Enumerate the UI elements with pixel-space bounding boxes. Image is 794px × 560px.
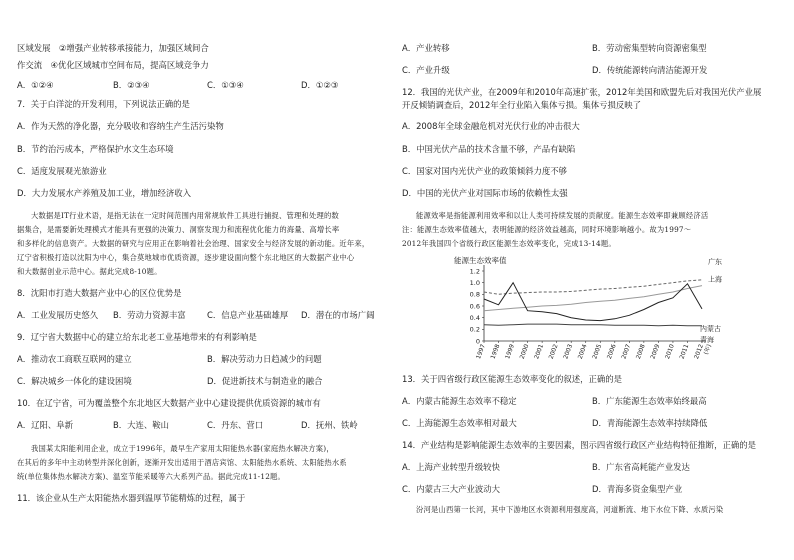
q12-option-d[interactable]: D．中国的光伏产业对国际市场的依赖性太强 — [402, 188, 568, 198]
passage-line: 能源效率是指能源利用效率和以让人类可持续发展的贡献度。能源生态效率即兼顾经济活 — [416, 211, 709, 220]
q13-option-a[interactable]: A．内蒙古能源生态效率不稳定 — [402, 396, 517, 406]
chart-series-label: 上海 — [708, 275, 722, 284]
chart-x-tick-label: 2009 — [649, 343, 662, 361]
q9-option-b[interactable]: B．解决劳动力日趋减少的问题 — [207, 354, 322, 364]
passage-line: 大数据是IT行业术语，是指无法在一定时间范围内用常规软件工具进行捕捉、管理和处理的数 — [31, 211, 340, 220]
chart-x-tick-label: 2006 — [605, 343, 618, 361]
energy-efficiency-line-chart — [452, 253, 752, 361]
q12-option-b[interactable]: B．中国光伏产品的技术含量不够，产品有缺陷 — [402, 144, 576, 154]
chart-y-tick-label: 0.8 — [469, 290, 480, 299]
passage-line: 和大数据创业示范中心。据此完成8-10题。 — [17, 267, 162, 276]
passage-line: 统(单位集体热水解决方案)、温室节能采暖等六大系列产品。据此完成11-12题。 — [17, 472, 286, 481]
q8-option-a[interactable]: A．工业发展历史悠久 — [17, 310, 99, 320]
chart-x-tick-label: 2005 — [591, 343, 604, 361]
q10-option-d[interactable]: D．抚州、铁岭 — [301, 420, 358, 430]
q11-option-b[interactable]: B．劳动密集型转向资源密集型 — [592, 43, 707, 53]
chart-x-tick-label: 2010 — [664, 343, 676, 361]
q8-option-c[interactable]: C．信息产业基础雄厚 — [207, 310, 289, 320]
chart-y-tick-label: 1.2 — [469, 267, 480, 276]
q10-option-c[interactable]: C．丹东、营口 — [207, 420, 264, 430]
q6-option-b[interactable]: B．②③④ — [113, 80, 150, 90]
q6-option-d[interactable]: D．①②③ — [301, 80, 339, 90]
passage-line: 和多样化的信息资产。大数据的研究与应用正在影响着社会治理、国家安全与经济发展的新动能。近年来， — [17, 239, 370, 248]
q14-option-c[interactable]: C．内蒙古三大产业波动大 — [402, 484, 500, 494]
question-12-line: 开反倾销调查后，2012年全行业陷入集体亏损。集体亏损反映了 — [402, 100, 642, 110]
q10-option-a[interactable]: A．辽阳、阜新 — [17, 420, 73, 430]
chart-y-tick-label: 1.0 — [469, 278, 480, 287]
chart-y-axis-label: 能源生态效率值 — [454, 256, 507, 265]
chart-series-label: 青海 — [700, 335, 714, 344]
question-14: 14．产业结构是影响能源生态效率的主要因素，图示四省级行政区产业结构特征推断，正确的是 — [402, 440, 757, 450]
chart-x-tick-label: 2012 — [693, 343, 705, 361]
q8-option-d[interactable]: D．潜在的市场广阔 — [301, 310, 375, 320]
q10-option-b[interactable]: B．大连、鞍山 — [113, 420, 169, 430]
passage-line: 在其后的多年中主动转型并深化创新，逐渐开发出适用于酒店宾馆、太阳能热水系统、太阳能热水系 — [17, 458, 347, 467]
q8-option-b[interactable]: B．劳动力资源丰富 — [113, 310, 186, 320]
q11-option-c[interactable]: C．产业升级 — [402, 65, 450, 75]
q6-options-fragment-1: 区域发展 ②增强产业转移承接能力，加强区域间合 — [17, 43, 209, 53]
question-7: 7．关于白洋淀的开发利用，下列说法正确的是 — [17, 99, 190, 109]
chart-y-tick-label: 0.4 — [469, 313, 480, 322]
chart-x-tick-label: 2008 — [634, 343, 647, 361]
q14-option-b[interactable]: B．广东省高耗能产业发达 — [592, 462, 690, 472]
question-8: 8．沈阳市打造大数据产业中心的区位优势是 — [17, 288, 182, 298]
question-12-line: 12．我国的光伏产业，在2009年和2010年高速扩张，2012年美国和欧盟先后对我国光伏产业展 — [402, 87, 762, 97]
chart-series-line — [484, 324, 702, 326]
q12-option-a[interactable]: A．2008年全球金融危机对光伏行业的冲击很大 — [402, 121, 580, 131]
passage-line: 辽宁省积极打造以沈阳为中心，集合莫地城市优质资源，逐步建设面向整个东北地区的大数据产业中心 — [17, 253, 355, 262]
chart-y-tick-label: 0.6 — [469, 302, 480, 311]
chart-x-tick-label: 2004 — [576, 343, 589, 361]
chart-series-label: 内蒙古 — [700, 324, 721, 333]
chart-y-tick-label: 0.2 — [469, 325, 480, 334]
chart-x-tick-label: 2002 — [547, 343, 560, 361]
q9-option-a[interactable]: A．推动农工商联互联网的建立 — [17, 354, 132, 364]
chart-x-tick-label: 1999 — [504, 343, 516, 361]
chart-x-tick-label: 1998 — [489, 343, 502, 361]
chart-x-tick-label: 2003 — [562, 343, 575, 361]
chart-y-tick-label: 0 — [475, 337, 480, 346]
q13-option-c[interactable]: C．上海能源生态效率相对最大 — [402, 418, 517, 428]
passage-fen-river: 汾河是山西第一长河，其中下游地区水资源利用强度高，河道断流、地下水位下降、水质污染 — [416, 505, 724, 514]
question-10: 10．在辽宁省，可为覆盖整个东北地区大数据产业中心建设提供优质资源的城市有 — [17, 398, 321, 408]
chart-x-unit-label: (年) — [702, 343, 713, 356]
question-13: 13．关于四省级行政区能源生态效率变化的叙述，正确的是 — [402, 374, 623, 384]
passage-line: 据集合，是需要新处理模式才能具有更强的决策力、洞察发现力和流程优化能力的海量、高增长率 — [17, 225, 340, 234]
q7-option-a[interactable]: A．作为天然的净化器，充分吸收和容纳生产生活污染物 — [17, 121, 224, 131]
q9-option-d[interactable]: D．促进新技术与制造业的融合 — [207, 376, 323, 386]
passage-line: 我国某太阳能利用企业，成立于1996年，最早生产家用太阳能热水器(家庭热水解决方案)， — [31, 444, 334, 453]
question-9: 9．辽宁省大数据中心的建立给东北老工业基地带来的有利影响是 — [17, 332, 257, 342]
chart-x-tick-label: 2007 — [620, 343, 633, 361]
q11-option-d[interactable]: D．传统能源转向清洁能源开发 — [592, 65, 708, 75]
q6-option-c[interactable]: C．①③④ — [207, 80, 244, 90]
chart-x-tick-label: 1997 — [475, 343, 487, 361]
q9-option-c[interactable]: C．解决城乡一体化的建设困境 — [17, 376, 132, 386]
chart-series-label: 广东 — [708, 257, 722, 266]
q7-option-c[interactable]: C．适度发展观光旅游业 — [17, 166, 107, 176]
q7-option-d[interactable]: D．大力发展水产养殖及加工业，增加经济收入 — [17, 188, 191, 198]
chart-axes — [484, 265, 706, 341]
q6-option-a[interactable]: A．①②④ — [17, 80, 54, 90]
q13-option-b[interactable]: B．广东能源生态效率始终最高 — [592, 396, 707, 406]
chart-y-ticks — [470, 267, 484, 345]
q11-option-a[interactable]: A．产业转移 — [402, 43, 450, 53]
q6-options-fragment-2: 作交流 ④优化区域城市空间布局，提高区域竞争力 — [17, 60, 209, 70]
q13-option-d[interactable]: D．青海能源生态效率持续降低 — [592, 418, 708, 428]
chart-x-tick-label: 2011 — [678, 343, 691, 361]
chart-x-ticks — [475, 341, 713, 360]
chart-x-tick-label: 2000 — [518, 343, 531, 361]
q12-option-c[interactable]: C．国家对国内光伏产业的政策倾斜力度不够 — [402, 166, 567, 176]
chart-series-labels — [700, 257, 722, 344]
q14-option-a[interactable]: A．上海产业转型升级较快 — [402, 462, 500, 472]
q14-option-d[interactable]: D．青海多资金集型产业 — [592, 484, 683, 494]
passage-line: 2012年我国四个省级行政区能源生态效率变化，完成13-14题。 — [402, 239, 616, 248]
passage-line: 注：能源生态效率值越大，表明能源的经济效益越高，同时环境影响越小。故为1997～ — [402, 225, 692, 234]
question-11: 11．该企业从生产太阳能热水器到温厚节能精炼的过程，属于 — [17, 493, 246, 503]
q7-option-b[interactable]: B．节约治污成本，严格保护水文生态环境 — [17, 144, 174, 154]
chart-series-lines — [484, 280, 702, 326]
chart-x-tick-label: 2001 — [533, 343, 546, 361]
